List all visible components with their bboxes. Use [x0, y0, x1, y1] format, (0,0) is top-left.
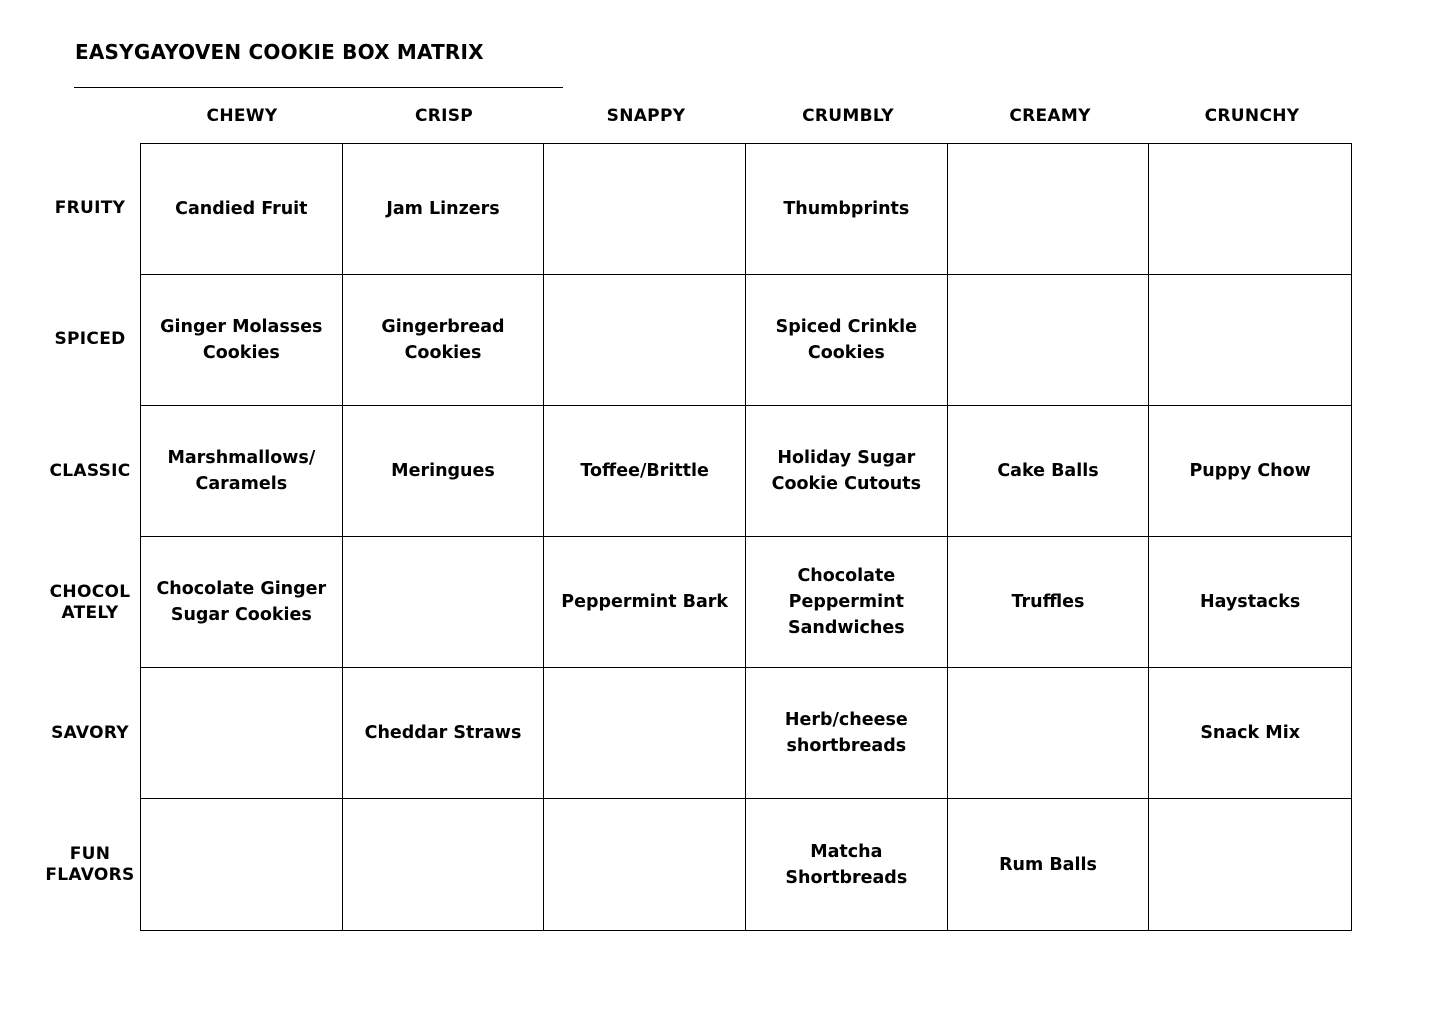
matrix-cell	[948, 144, 1150, 275]
column-header-crisp: CRISP	[414, 106, 474, 126]
matrix-cell: Marshmallows/ Caramels	[141, 406, 343, 537]
matrix-cell	[544, 144, 746, 275]
column-headers	[141, 100, 1353, 132]
matrix-cell	[544, 275, 746, 406]
matrix-cell	[141, 668, 343, 799]
matrix-cell	[343, 537, 545, 668]
matrix-cell	[544, 799, 746, 930]
column-header-crumbly: CRUMBLY	[802, 106, 894, 126]
matrix-cell: Herb/cheese shortbreads	[746, 668, 948, 799]
matrix-cell: Peppermint Bark	[544, 537, 746, 668]
row-headers	[36, 143, 144, 931]
matrix-cell	[544, 668, 746, 799]
matrix-cell: Candied Fruit	[141, 144, 343, 275]
matrix-cell: Holiday Sugar Cookie Cutouts	[746, 406, 948, 537]
matrix-cell	[141, 799, 343, 930]
row-header-savory: SAVORY	[51, 723, 129, 744]
matrix-cell: Truffles	[948, 537, 1150, 668]
title-underline	[74, 87, 563, 88]
matrix-cell	[343, 799, 545, 930]
matrix-cell: Snack Mix	[1149, 668, 1351, 799]
matrix-cell: Thumbprints	[746, 144, 948, 275]
matrix-cell: Gingerbread Cookies	[343, 275, 545, 406]
column-header-chewy: CHEWY	[206, 106, 278, 126]
matrix-cell: Ginger Molasses Cookies	[141, 275, 343, 406]
row-header-chocolately: CHOCOL ATELY	[49, 581, 131, 623]
column-header-crunchy: CRUNCHY	[1204, 106, 1300, 126]
matrix-cell: Matcha Shortbreads	[746, 799, 948, 930]
matrix-cell: Jam Linzers	[343, 144, 545, 275]
matrix-cell: Cake Balls	[948, 406, 1150, 537]
page-title: EASYGAYOVEN COOKIE BOX MATRIX	[75, 40, 484, 64]
matrix-cell: Cheddar Straws	[343, 668, 545, 799]
matrix-cell	[948, 275, 1150, 406]
row-header-fruity: FRUITY	[54, 198, 126, 219]
matrix-cell	[948, 668, 1150, 799]
cookie-matrix-grid	[140, 143, 1352, 931]
matrix-cell: Toffee/Brittle	[544, 406, 746, 537]
row-header-fun-flavors: FUN FLAVORS	[45, 844, 135, 886]
column-header-snappy: SNAPPY	[606, 106, 686, 126]
row-header-classic: CLASSIC	[49, 460, 131, 481]
matrix-cell: Puppy Chow	[1149, 406, 1351, 537]
matrix-cell	[1149, 144, 1351, 275]
matrix-cell: Haystacks	[1149, 537, 1351, 668]
matrix-cell	[1149, 275, 1351, 406]
matrix-cell	[1149, 799, 1351, 930]
matrix-cell: Meringues	[343, 406, 545, 537]
row-header-spiced: SPICED	[54, 329, 126, 350]
matrix-cell: Chocolate Peppermint Sandwiches	[746, 537, 948, 668]
matrix-cell: Spiced Crinkle Cookies	[746, 275, 948, 406]
matrix-cell: Rum Balls	[948, 799, 1150, 930]
column-header-creamy: CREAMY	[1009, 106, 1091, 126]
matrix-cell: Chocolate Ginger Sugar Cookies	[141, 537, 343, 668]
